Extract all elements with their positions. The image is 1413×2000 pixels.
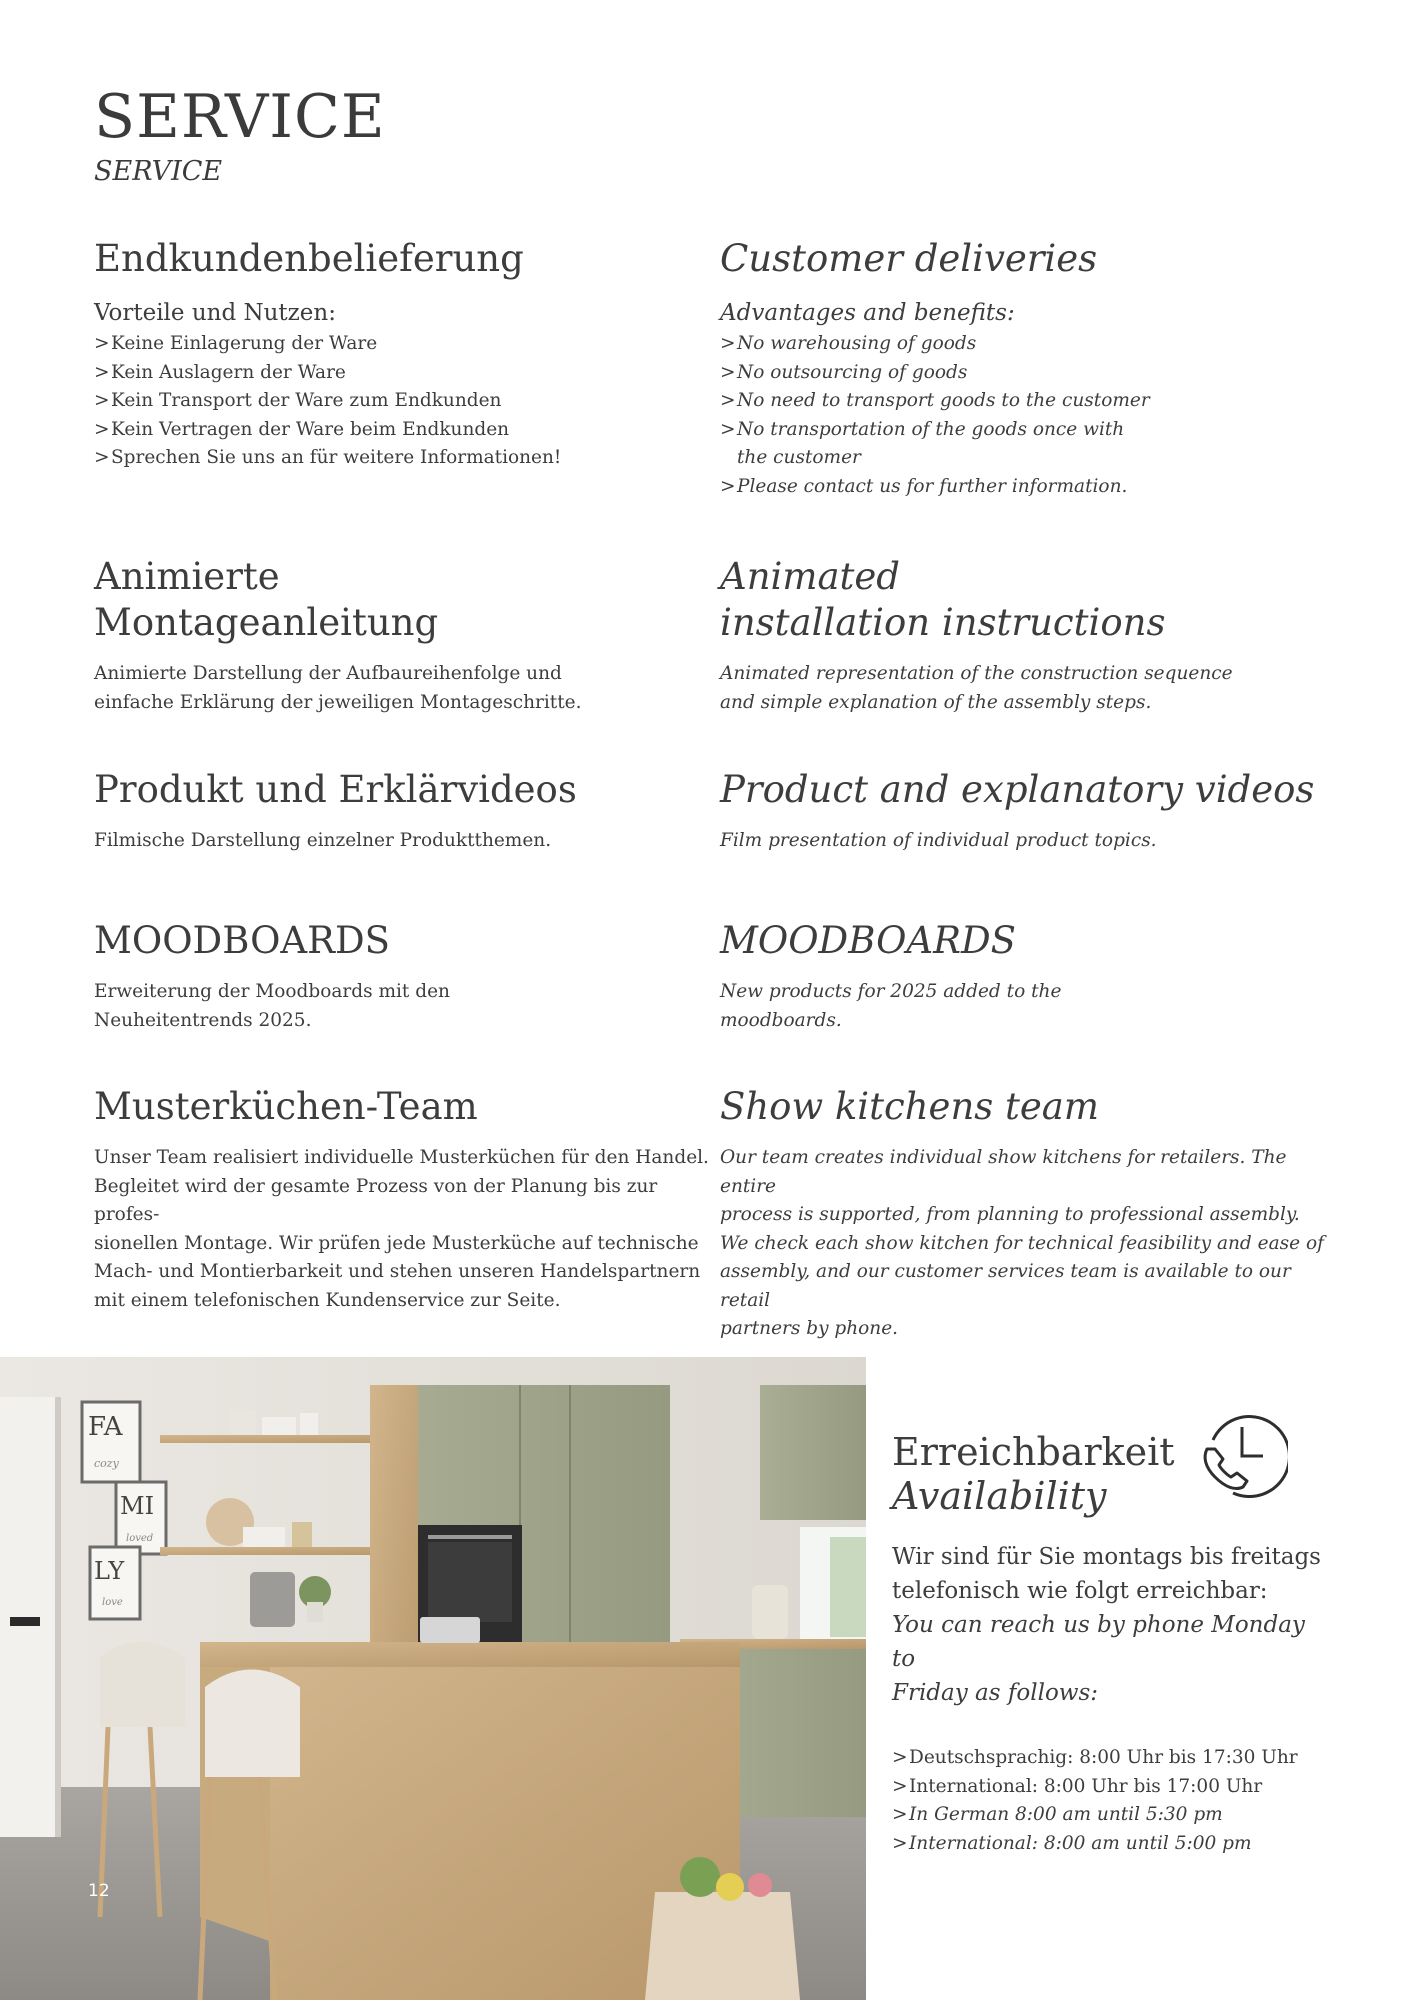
hours-item: > In German 8:00 am until 5:30 pm [892,1801,1332,1830]
section-animated-en [720,554,1320,717]
availability-box [892,1430,1332,1858]
section-text [94,1144,714,1315]
hours-list [892,1744,1332,1858]
text-line: Begleitet wird der gesamte Prozess von der Planung bis zur profes- [94,1175,658,1225]
section-moodboards-de [94,918,694,1035]
section-text [720,660,1320,717]
text-line: Animierte Darstellung der Aufbaureihenfolge und [94,663,562,684]
text-line: einfache Erklärung der jeweiligen Montageschritte. [94,691,582,713]
section-heading: Musterküchen-Team [94,1085,478,1128]
section-delivery-en [720,236,1160,501]
page-number: 12 [88,1881,110,1901]
text-line: sionellen Montage. Wir prüfen jede Musterküche auf technische [94,1232,699,1254]
list-item: > Please contact us for further information. [720,473,1160,502]
section-heading: MOODBOARDS [94,919,391,962]
section-heading [720,554,1320,646]
list-item: > No outsourcing of goods [720,359,1160,388]
text-line: Mach- und Montierbarkeit und stehen unseren Handelspartnern [94,1261,701,1282]
text-line: Wir sind für Sie montags bis freitags [892,1544,1321,1570]
section-text [720,978,1320,1035]
list-item: > Sprechen Sie uns an für weitere Informationen! [94,444,694,473]
section-team-de [94,1084,714,1315]
bullet-list [94,330,694,473]
section-lead: Vorteile und Nutzen: [94,300,336,326]
list-item: > Kein Transport der Ware zum Endkunden [94,387,694,416]
text-line: Animated representation of the construction sequence [720,663,1233,684]
text-line: Our team creates individual show kitchens for retailers. The entire [720,1147,1287,1197]
availability-intro-de [892,1540,1332,1608]
section-lead: Advantages and benefits: [720,300,1015,326]
text-line: Friday as follows: [892,1680,1099,1706]
section-text [94,978,694,1035]
hours-item: > Deutschsprachig: 8:00 Uhr bis 17:30 Uhr [892,1744,1332,1773]
text-line: process is supported, from planning to professional assembly. [720,1204,1300,1225]
text-line: and simple explanation of the assembly steps. [720,691,1152,713]
section-videos-en [720,767,1320,856]
list-item: > Kein Vertragen der Ware beim Endkunden [94,416,694,445]
section-text [720,1144,1340,1344]
section-animated-de [94,554,694,717]
heading-line: Animierte [94,555,280,598]
page-subtitle: SERVICE [94,156,223,187]
availability-heading-en: Availability [892,1474,1107,1518]
section-heading [94,554,694,646]
frame-script: cozy [94,1457,119,1470]
availability-intro-en [892,1608,1332,1710]
text-line: assembly, and our customer services team is available to our retail [720,1261,1291,1311]
list-item: > No need to transport goods to the customer [720,387,1160,416]
section-text: Film presentation of individual product topics. [720,830,1157,851]
heading-line: Montageanleitung [94,601,439,644]
hours-item: > International: 8:00 Uhr bis 17:00 Uhr [892,1773,1332,1802]
section-team-en [720,1084,1340,1344]
section-heading: Endkundenbelieferung [94,237,524,280]
text-line: New products for 2025 added to the [720,981,1062,1002]
text-line: moodboards. [720,1009,842,1031]
frame-text: MI [120,1492,155,1520]
frame-text: LY [94,1557,125,1585]
list-item: > Kein Auslagern der Ware [94,359,694,388]
list-item: > Keine Einlagerung der Ware [94,330,694,359]
heading-line: installation instructions [720,601,1166,644]
section-heading: Customer deliveries [720,237,1098,280]
text-line: Unser Team realisiert individuelle Musterküchen für den Handel. [94,1147,709,1168]
section-heading: Produkt und Erklärvideos [94,768,577,811]
kitchen-photo [0,1357,866,2000]
text-line: mit einem telefonischen Kundenservice zur Seite. [94,1289,561,1311]
frame-script: loved [126,1533,154,1544]
heading-line: Animated [720,555,900,598]
text-line: You can reach us by phone Monday to [892,1612,1305,1672]
text-line: Neuheitentrends 2025. [94,1009,312,1031]
hours-item: > International: 8:00 am until 5:00 pm [892,1830,1332,1859]
section-heading: MOODBOARDS [720,919,1017,962]
section-delivery-de [94,236,694,473]
page-title: SERVICE [94,82,386,152]
section-heading: Show kitchens team [720,1085,1099,1128]
bullet-list [720,330,1160,501]
list-item: > No warehousing of goods [720,330,1160,359]
section-heading: Product and explanatory videos [720,768,1315,811]
section-text [94,660,694,717]
availability-heading-de: Erreichbarkeit [892,1430,1175,1474]
frame-text: FA [88,1412,123,1442]
list-item: > No transportation of the goods once with the customer [720,416,1160,473]
section-videos-de [94,767,694,856]
section-text: Filmische Darstellung einzelner Produktthemen. [94,830,552,851]
text-line: telefonisch wie folgt erreichbar: [892,1578,1268,1604]
text-line: partners by phone. [720,1318,899,1339]
frame-script: love [102,1597,123,1608]
text-line: We check each show kitchen for technical feasibility and ease of [720,1232,1324,1254]
section-moodboards-en [720,918,1320,1035]
text-line: Erweiterung der Moodboards mit den [94,981,450,1002]
